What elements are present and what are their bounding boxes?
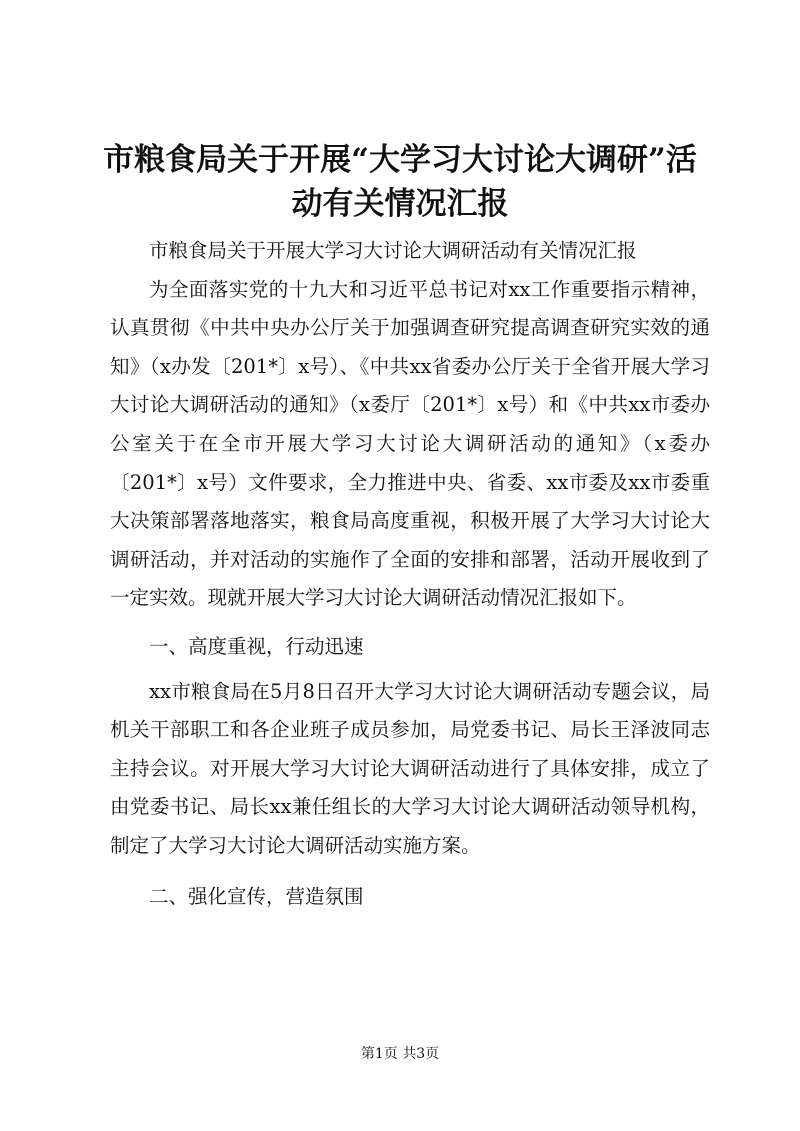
section-heading-2: 二、强化宣传，营造氛围 xyxy=(149,884,364,908)
document-body xyxy=(110,232,710,916)
page-footer: 第1页 共3页 xyxy=(360,1046,440,1062)
document-title: 市粮食局关于开展“大学习大讨论大调研”活动有关情况汇报 xyxy=(103,142,697,222)
subtitle-paragraph: 市粮食局关于开展大学习大讨论大调研活动有关情况汇报 xyxy=(149,239,637,262)
intro-paragraph: 为全面落实党的十九大和习近平总书记对xx工作重要指示精神，认真贯彻《中共中央办公厅关于加强调查研究提高调查研究实效的通知》（x办发〔201*〕x号）、《中共xx省委办公厅关于全省开展大学习大讨论大调研活动的通知》（x委厅〔201*〕x号）和《中共xx市委办公室关于在全市开展大学习大讨论大调研活动的通知》（x委办〔201*〕x号）文件要求，全力推进中央、省委、xx市委及xx市委重大决策部署落地落实，粮食局高度重视，积极开展了大学习大讨论大调研活动，并对活动的实施作了全面的安排和部署，活动开展收到了一定实效。现就开展大学习大讨论大调研活动情况汇报如下。 xyxy=(110,277,710,610)
section-heading-1: 一、高度重视，行动迅速 xyxy=(149,634,364,658)
section-1-paragraph: xx市粮食局在5月8日召开大学习大讨论大调研活动专题会议，局机关干部职工和各企业班子成员参加，局党委书记、局长王泽波同志主持会议。对开展大学习大讨论大调研活动进行了具体安排，成立了由党委书记、局长xx兼任组长的大学习大讨论大调研活动领导机构，制定了大学习大讨论大调研活动实施方案。 xyxy=(110,679,710,857)
